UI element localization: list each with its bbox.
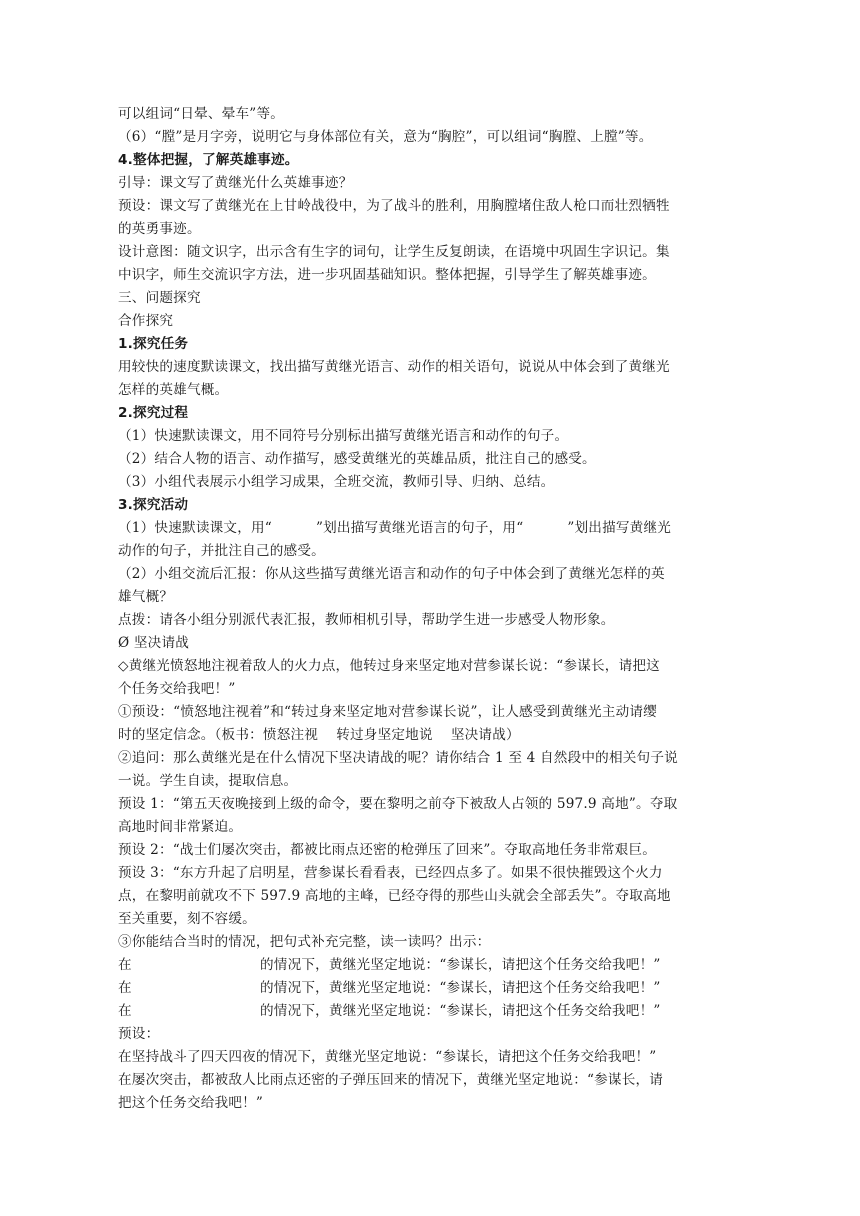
section-heading: 2.探究过程: [118, 405, 189, 421]
section-heading: 4.整体把握，了解英雄事迹。: [118, 152, 299, 168]
text-line: 点，在黎明前就攻不下 597.9 高地的主峰，已经夺得的那些山头就会全部丢失”。夺取高地: [118, 888, 671, 904]
text-line: 可以组词“日晕、晕车”等。: [118, 106, 285, 122]
text-span: 在: [118, 980, 132, 996]
text-line: 中识字，师生交流识字方法，进一步巩固基础知识。整体把握，引导学生了解英雄事迹。: [118, 267, 656, 283]
text-span: 的情况下，黄继光坚定地说：“参谋长，请把这个任务交给我吧！”: [260, 980, 661, 996]
text-span: 的情况下，黄继光坚定地说：“参谋长，请把这个任务交给我吧！”: [260, 1003, 661, 1019]
text-line: 合作探究: [118, 313, 174, 329]
text-line: （1）快速默读课文，用不同符号分别标出描写黄继光语言和动作的句子。: [118, 428, 569, 444]
text-line: （3）小组代表展示小组学习成果，全班交流，教师引导、归纳、总结。: [118, 474, 555, 490]
text-line: 在坚持战斗了四天四夜的情况下，黄继光坚定地说：“参谋长，请把这个任务交给我吧！”: [118, 1049, 657, 1065]
text-line: 动作的句子，并批注自己的感受。: [118, 543, 325, 559]
text-line: （2）小组交流后汇报：你从这些描写黄继光语言和动作的句子中体会到了黄继光怎样的英: [118, 566, 665, 582]
text-span: ”划出描写黄继光语言的句子，用“: [315, 520, 524, 536]
fill-in-row: [118, 954, 738, 977]
text-line: 预设 3：“东方升起了启明星，营参谋长看看表，已经四点多了。如果不很快摧毁这个火力: [118, 865, 663, 881]
text-line: 的英勇事迹。: [118, 221, 201, 237]
text-line: 一说。学生自读，提取信息。: [118, 773, 298, 789]
text-line: （2）结合人物的语言、动作描写，感受黄继光的英雄品质，批注自己的感受。: [118, 451, 596, 467]
fill-in-row: [118, 1000, 738, 1023]
text-line: 点拨：请各小组分别派代表汇报，教师相机引导，帮助学生进一步感受人物形象。: [118, 612, 615, 628]
text-line: 雄气概？: [118, 589, 174, 605]
text-line: 在屡次突击，都被敌人比雨点还密的子弹压回来的情况下，黄继光坚定地说：“参谋长，请: [118, 1072, 664, 1088]
text-span: （1）快速默读课文，用“: [118, 520, 272, 536]
section-heading: 1.探究任务: [118, 336, 189, 352]
section-heading: 三、问题探究: [118, 290, 201, 306]
text-line: 个任务交给我吧！”: [118, 681, 236, 697]
text-line: ①预设：“愤怒地注视着”和“转过身来坚定地对营参谋长说”，让人感受到黄继光主动请缨: [118, 704, 657, 720]
text-span: 的情况下，黄继光坚定地说：“参谋长，请把这个任务交给我吧！”: [260, 957, 661, 973]
section-heading: 3.探究活动: [118, 497, 189, 513]
text-line: 引导：课文写了黄继光什么英雄事迹？: [118, 175, 353, 191]
text-span: ”划出描写黄继光: [567, 520, 672, 536]
text-line: （6）“膛”是月字旁，说明它与身体部位有关，意为“胸腔”，可以组词“胸膛、上膛”等。: [118, 129, 653, 145]
text-line: 至关重要，刻不容缓。: [118, 911, 256, 927]
text-line: 设计意图：随文识字，出示含有生字的词句，让学生反复朗读，在语境中巩固生字识记。集: [118, 244, 670, 260]
fill-in-row: [118, 977, 738, 1000]
activity-line: [118, 517, 738, 540]
document-page: [118, 103, 738, 1115]
text-line: 高地时间非常紧迫。: [118, 819, 243, 835]
text-line: 预设：课文写了黄继光在上甘岭战役中，为了战斗的胜利，用胸膛堵住敌人枪口而壮烈牺牲: [118, 198, 670, 214]
text-line: 把这个任务交给我吧！”: [118, 1095, 264, 1111]
text-line: 预设：: [118, 1026, 160, 1042]
text-line: 预设 1：“第五天夜晚接到上级的命令，要在黎明之前夺下被敌人占领的 597.9 高地”。夺取: [118, 796, 678, 812]
text-line: 预设 2：“战士们屡次突击，都被比雨点还密的枪弹压了回来”。夺取高地任务非常艰巨。: [118, 842, 657, 858]
text-line: ◇黄继光愤怒地注视着敌人的火力点，他转过身来坚定地对营参谋长说：“参谋长，请把这: [118, 658, 660, 674]
text-span: 在: [118, 1003, 132, 1019]
text-span: 在: [118, 957, 132, 973]
bullet-heading: Ø 坚决请战: [118, 635, 190, 651]
text-line: 用较快的速度默读课文，找出描写黄继光语言、动作的相关语句，说说从中体会到了黄继光: [118, 359, 670, 375]
text-line: 怎样的英雄气概。: [118, 382, 229, 398]
text-line: 时的坚定信念。（板书：愤怒注视 转过身坚定地说 坚决请战）: [118, 727, 520, 743]
text-line: ③你能结合当时的情况，把句式补充完整，读一读吗？出示：: [118, 934, 491, 950]
text-line: ②追问：那么黄继光是在什么情况下坚决请战的呢？请你结合 1 至 4 自然段中的相关句子说: [118, 750, 678, 766]
